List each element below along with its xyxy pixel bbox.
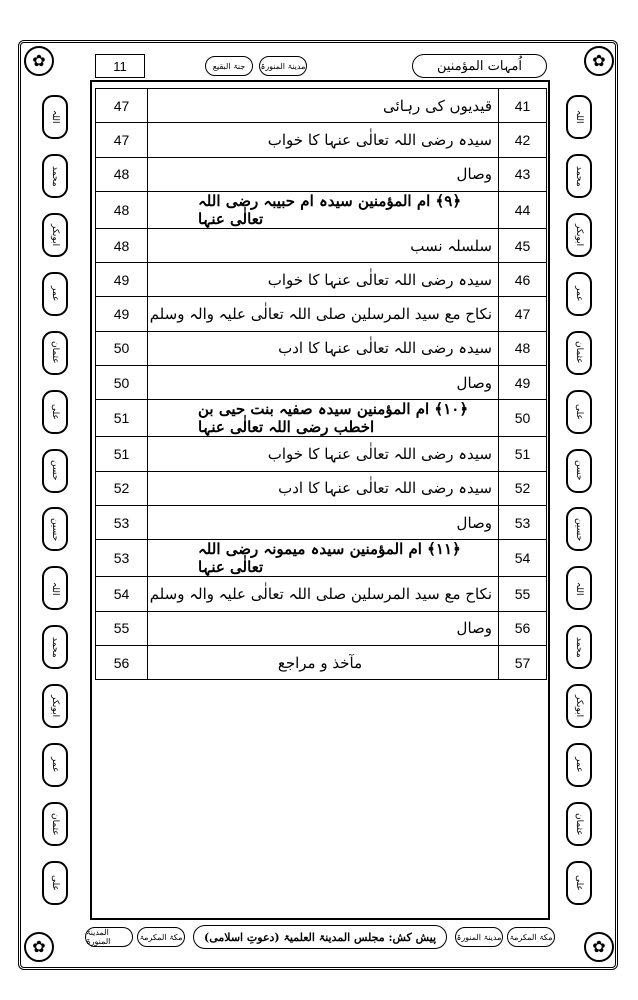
side-medallion: محمد xyxy=(42,154,68,198)
toc-entry-number: 55 xyxy=(499,577,547,611)
page-footer xyxy=(85,922,555,952)
table-row xyxy=(96,471,547,505)
side-medallion: اللہ xyxy=(42,95,68,139)
toc-page-number: 56 xyxy=(96,645,148,679)
side-medallion: عثمان xyxy=(42,331,68,375)
side-medallion: علی xyxy=(566,861,592,905)
table-row xyxy=(96,191,547,228)
table-row xyxy=(96,228,547,262)
side-medallion: ابوبکر xyxy=(566,684,592,728)
toc-page-number: 51 xyxy=(96,437,148,471)
side-medallion: علی xyxy=(566,390,592,434)
left-medallion-column xyxy=(42,95,72,905)
corner-rosette-icon: ✿ xyxy=(24,932,54,962)
toc-entry-title: سیدہ رضی اللہ تعالٰی عنہا کا ادب xyxy=(148,331,499,365)
side-medallion: عمر xyxy=(42,272,68,316)
toc-entry-number: 42 xyxy=(499,123,547,157)
toc-entry-number: 56 xyxy=(499,611,547,645)
side-medallion: ابوبکر xyxy=(42,684,68,728)
toc-entry-title: نکاح مع سید المرسلین صلی اللہ تعالٰی علیہ والہ وسلم xyxy=(148,297,499,331)
toc-page-number: 50 xyxy=(96,331,148,365)
toc-entry-title: وصال xyxy=(148,366,499,400)
toc-entry-title: وصال xyxy=(148,611,499,645)
toc-page-number: 49 xyxy=(96,263,148,297)
table-row xyxy=(96,645,547,679)
table-row xyxy=(96,611,547,645)
toc-page-number: 50 xyxy=(96,366,148,400)
header-badges xyxy=(145,56,412,76)
toc-entry-number: 49 xyxy=(499,366,547,400)
side-medallion: حسین xyxy=(566,507,592,551)
side-medallion: عثمان xyxy=(566,331,592,375)
toc-page-number: 54 xyxy=(96,577,148,611)
table-row xyxy=(96,400,547,437)
side-medallion: حسین xyxy=(42,507,68,551)
book-title: اُمہات المؤمنین xyxy=(412,54,547,78)
toc-entry-title: ﴿۹﴾ ام المؤمنین سیدہ ام حبیبہ رضی اللہ تعالٰی عنہا xyxy=(148,191,499,228)
toc-entry-title: ﴿۱۰﴾ ام المؤمنین سیدہ صفیہ بنت حیی بن اخطب رضی اللہ تعالٰی عنہا xyxy=(148,400,499,437)
table-row xyxy=(96,331,547,365)
side-medallion: علی xyxy=(42,390,68,434)
side-medallion: اللہ xyxy=(566,95,592,139)
toc-entry-number: 51 xyxy=(499,437,547,471)
footer-badge: مکۃ المکرمۃ xyxy=(137,927,185,947)
toc-entry-title: سیدہ رضی اللہ تعالٰی عنہا کا ادب xyxy=(148,471,499,505)
toc-page-number: 53 xyxy=(96,540,148,577)
toc-page-number: 49 xyxy=(96,297,148,331)
side-medallion: عمر xyxy=(566,272,592,316)
toc-page-number: 48 xyxy=(96,191,148,228)
table-row xyxy=(96,263,547,297)
toc-entry-title: سیدہ رضی اللہ تعالٰی عنہا کا خواب xyxy=(148,123,499,157)
toc-entry-title: نکاح مع سید المرسلین صلی اللہ تعالٰی علیہ والہ وسلم xyxy=(148,577,499,611)
toc-entry-title: قیدیوں کی رہائی xyxy=(148,89,499,123)
side-medallion: اللہ xyxy=(42,566,68,610)
header-badge: جنۃ البقیع xyxy=(205,56,253,76)
side-medallion: محمد xyxy=(566,154,592,198)
side-medallion: محمد xyxy=(566,625,592,669)
side-medallion: عثمان xyxy=(566,802,592,846)
toc-entry-title: وصال xyxy=(148,505,499,539)
table-row xyxy=(96,157,547,191)
toc-entry-title: سلسلہ نسب xyxy=(148,228,499,262)
side-medallion: علی xyxy=(42,861,68,905)
toc-entry-number: 50 xyxy=(499,400,547,437)
footer-badge: مکۃ المکرمۃ xyxy=(507,927,555,947)
table-row xyxy=(96,540,547,577)
table-row xyxy=(96,505,547,539)
side-medallion: عمر xyxy=(42,743,68,787)
right-medallion-column xyxy=(566,95,596,905)
corner-rosette-icon: ✿ xyxy=(584,932,614,962)
toc-entry-title: سیدہ رضی اللہ تعالٰی عنہا کا خواب xyxy=(148,437,499,471)
side-medallion: حسن xyxy=(566,449,592,493)
table-row xyxy=(96,89,547,123)
toc-page-number: 48 xyxy=(96,228,148,262)
toc-entry-title: سیدہ رضی اللہ تعالٰی عنہا کا خواب xyxy=(148,263,499,297)
toc-entry-number: 45 xyxy=(499,228,547,262)
table-row xyxy=(96,437,547,471)
footer-badge: مدینۃ المنورۃ xyxy=(455,927,503,947)
toc-entry-number: 52 xyxy=(499,471,547,505)
toc-entry-number: 57 xyxy=(499,645,547,679)
toc-entry-number: 54 xyxy=(499,540,547,577)
footer-badge: المدینۃ المنورۃ xyxy=(85,927,133,947)
side-medallion: اللہ xyxy=(566,566,592,610)
table-row xyxy=(96,577,547,611)
toc-entry-title: ﴿۱۱﴾ ام المؤمنین سیدہ میمونہ رضی اللہ تعالٰی عنہا xyxy=(148,540,499,577)
side-medallion: محمد xyxy=(42,625,68,669)
toc-page-number: 53 xyxy=(96,505,148,539)
toc-entry-title: وصال xyxy=(148,157,499,191)
toc-page-number: 52 xyxy=(96,471,148,505)
toc-page-number: 47 xyxy=(96,89,148,123)
side-medallion: حسن xyxy=(42,449,68,493)
toc-page-number: 51 xyxy=(96,400,148,437)
toc-entry-number: 46 xyxy=(499,263,547,297)
page-number: 11 xyxy=(95,54,145,78)
table-of-contents xyxy=(95,88,547,680)
side-medallion: ابوبکر xyxy=(566,213,592,257)
toc-page-number: 55 xyxy=(96,611,148,645)
toc-page-number: 48 xyxy=(96,157,148,191)
toc-entry-number: 44 xyxy=(499,191,547,228)
toc-entry-number: 43 xyxy=(499,157,547,191)
header-badge: مدینۃ المنورۃ xyxy=(259,56,307,76)
side-medallion: ابوبکر xyxy=(42,213,68,257)
corner-rosette-icon: ✿ xyxy=(584,46,614,76)
toc-entry-number: 47 xyxy=(499,297,547,331)
toc-entry-number: 53 xyxy=(499,505,547,539)
table-row xyxy=(96,123,547,157)
side-medallion: عمر xyxy=(566,743,592,787)
toc-page-number: 47 xyxy=(96,123,148,157)
toc-entry-title: مآخذ و مراجع xyxy=(148,645,499,679)
page-header xyxy=(95,53,547,79)
side-medallion: عثمان xyxy=(42,802,68,846)
publisher-credit: پیش کش: مجلس المدینۃ العلمیۃ (دعوتِ اسلامی) xyxy=(193,925,447,949)
toc-entry-number: 41 xyxy=(499,89,547,123)
toc-entry-number: 48 xyxy=(499,331,547,365)
table-row xyxy=(96,297,547,331)
table-row xyxy=(96,366,547,400)
corner-rosette-icon: ✿ xyxy=(24,46,54,76)
